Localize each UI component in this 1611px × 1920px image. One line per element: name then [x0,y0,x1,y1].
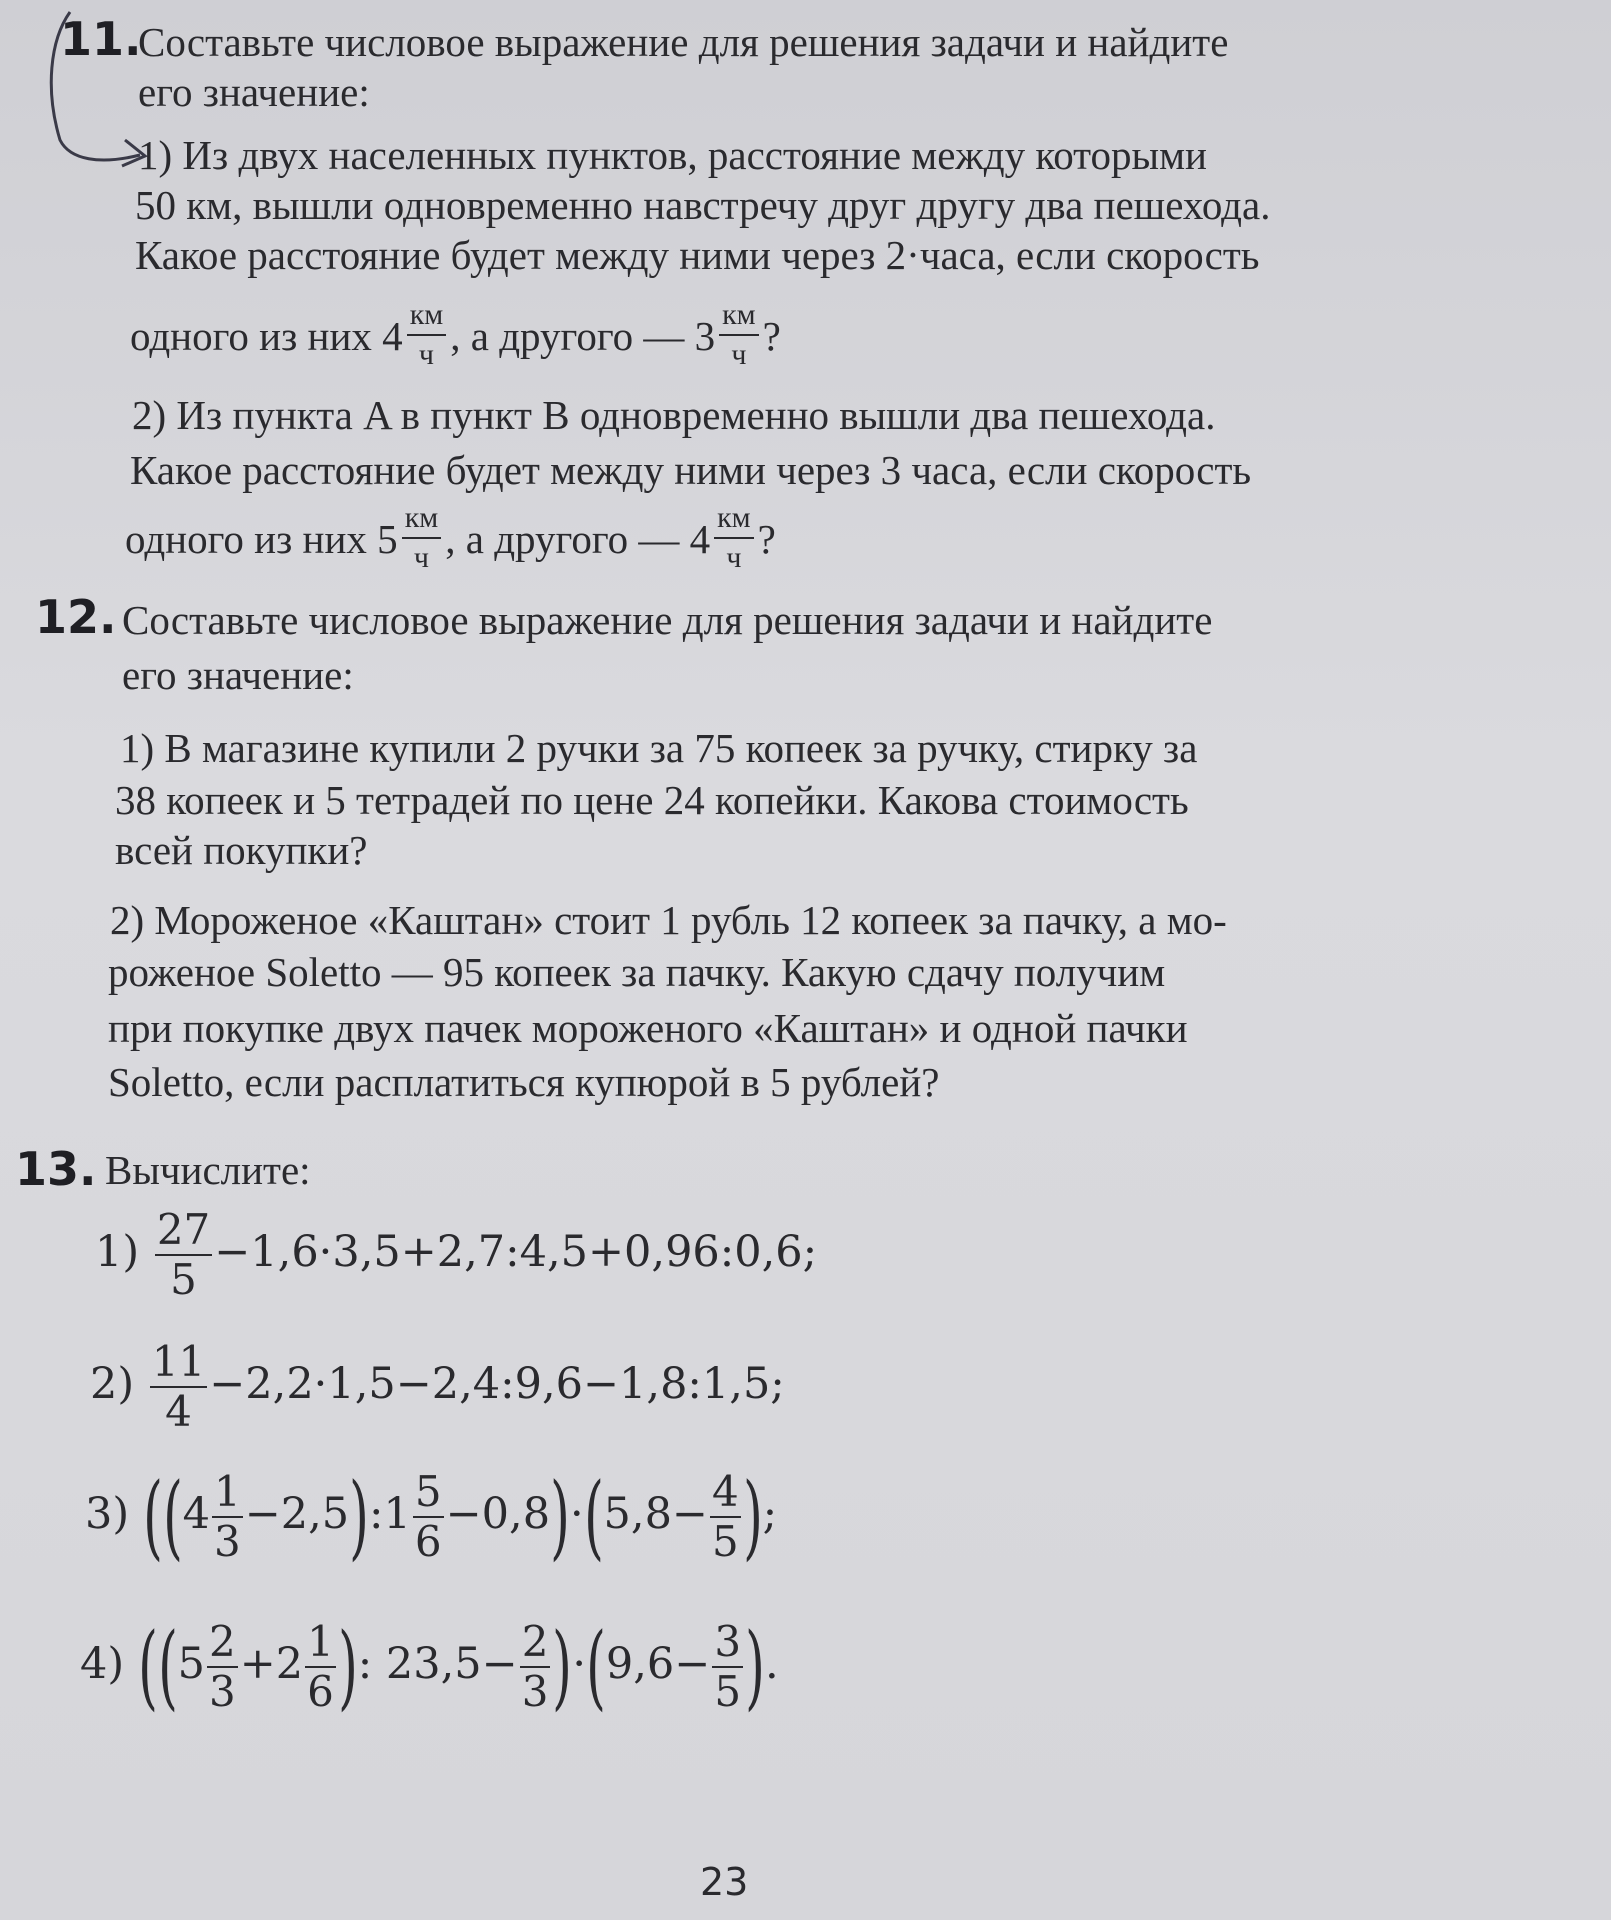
expression-4: 4) ((5 $\frac{2}{3}$ +2 $\frac{1}{6}$ ): 23,5− $\frac{2}{3}$ )·(9,6− $\frac{3}{5}$ ). [80,1613,779,1721]
fraction: $\frac{5}{6}$ [414,1467,442,1567]
fraction: $\frac{27}{5}$ [156,1205,211,1305]
unit-fraction: $\frac{км}{ч}$ [714,502,754,573]
fraction: $\frac{11}{4}$ [151,1337,206,1437]
problem-11-1-line4: одного из них 4 $\frac{км}{ч}$ , а другого — 3 $\frac{км}{ч}$ ? [130,298,781,371]
problem-12-2-line2: роженое Soletto — 95 копеек за пачку. Какую сдачу получим [108,949,1166,995]
expression-2: 2) $\frac{11}{4}$ −2,2·1,5−2,4:9,6−1,8:1,5; [90,1337,785,1437]
problem-11-2-line1: 2) Из пункта A в пункт B одновременно вышли два пешехода. [132,392,1216,438]
problem-12-number: 12. [35,590,117,644]
problem-11-1-line1: 1) Из двух населенных пунктов, расстояние между которыми [138,132,1207,178]
problem-12-intro-cont: его значение: [122,652,354,698]
problem-13-title: Вычислите: [105,1147,311,1193]
fraction: $\frac{1}{6}$ [307,1617,334,1717]
problem-12-intro: Составьте числовое выражение для решения задачи и найдите [122,597,1213,643]
problem-11-1-line2: 50 км, вышли одновременно навстречу друг другу два пешехода. [135,182,1271,228]
problem-11-1-line3: Какое расстояние будет между ними через 2·часа, если скорость [135,232,1260,278]
unit-fraction: $\frac{км}{ч}$ [402,502,442,573]
problem-12-2-line1: 2) Мороженое «Каштан» стоит 1 рубль 12 копеек за пачку, а мо- [110,897,1227,943]
problem-12-2-line4: Soletto, если расплатиться купюрой в 5 рублей? [108,1059,940,1105]
unit-fraction: $\frac{км}{ч}$ [407,299,447,370]
problem-12-1-line2: 38 копеек и 5 тетрадей по цене 24 копейки. Какова стоимость [115,777,1189,823]
problem-11-2-line3: одного из них 5 $\frac{км}{ч}$ , а другого — 4 $\frac{км}{ч}$ ? [125,501,776,574]
fraction: $\frac{1}{3}$ [213,1467,241,1567]
problem-11-intro: Составьте числовое выражение для решения задачи и найдите [138,19,1229,65]
problem-13-number: 13. [15,1142,97,1196]
problem-11-intro-cont: его значение: [138,69,370,115]
fraction: $\frac{2}{3}$ [208,1617,236,1717]
unit-fraction: $\frac{км}{ч}$ [719,299,759,370]
fraction: $\frac{3}{5}$ [714,1617,742,1717]
problem-11-2-line2: Какое расстояние будет между ними через 3 часа, если скорость [130,447,1252,493]
expression-3: 3) ((4 $\frac{1}{3}$ −2,5):1 $\frac{5}{6}$ −0,8)·(5,8− $\frac{4}{5}$ ); [85,1463,778,1571]
problem-11-number: 11. [60,12,142,66]
problem-12-1-line1: 1) В магазине купили 2 ручки за 75 копеек за ручку, стирку за [120,725,1198,771]
fraction: $\frac{4}{5}$ [711,1467,739,1567]
problem-12-2-line3: при покупке двух пачек мороженого «Каштан» и одной пачки [108,1005,1188,1051]
fraction: $\frac{2}{3}$ [521,1617,549,1717]
page-number: 23 [700,1860,749,1904]
expression-1: 1) $\frac{27}{5}$ −1,6·3,5+2,7:4,5+0,96:0,6; [95,1205,818,1305]
problem-12-1-line3: всей покупки? [115,827,368,873]
